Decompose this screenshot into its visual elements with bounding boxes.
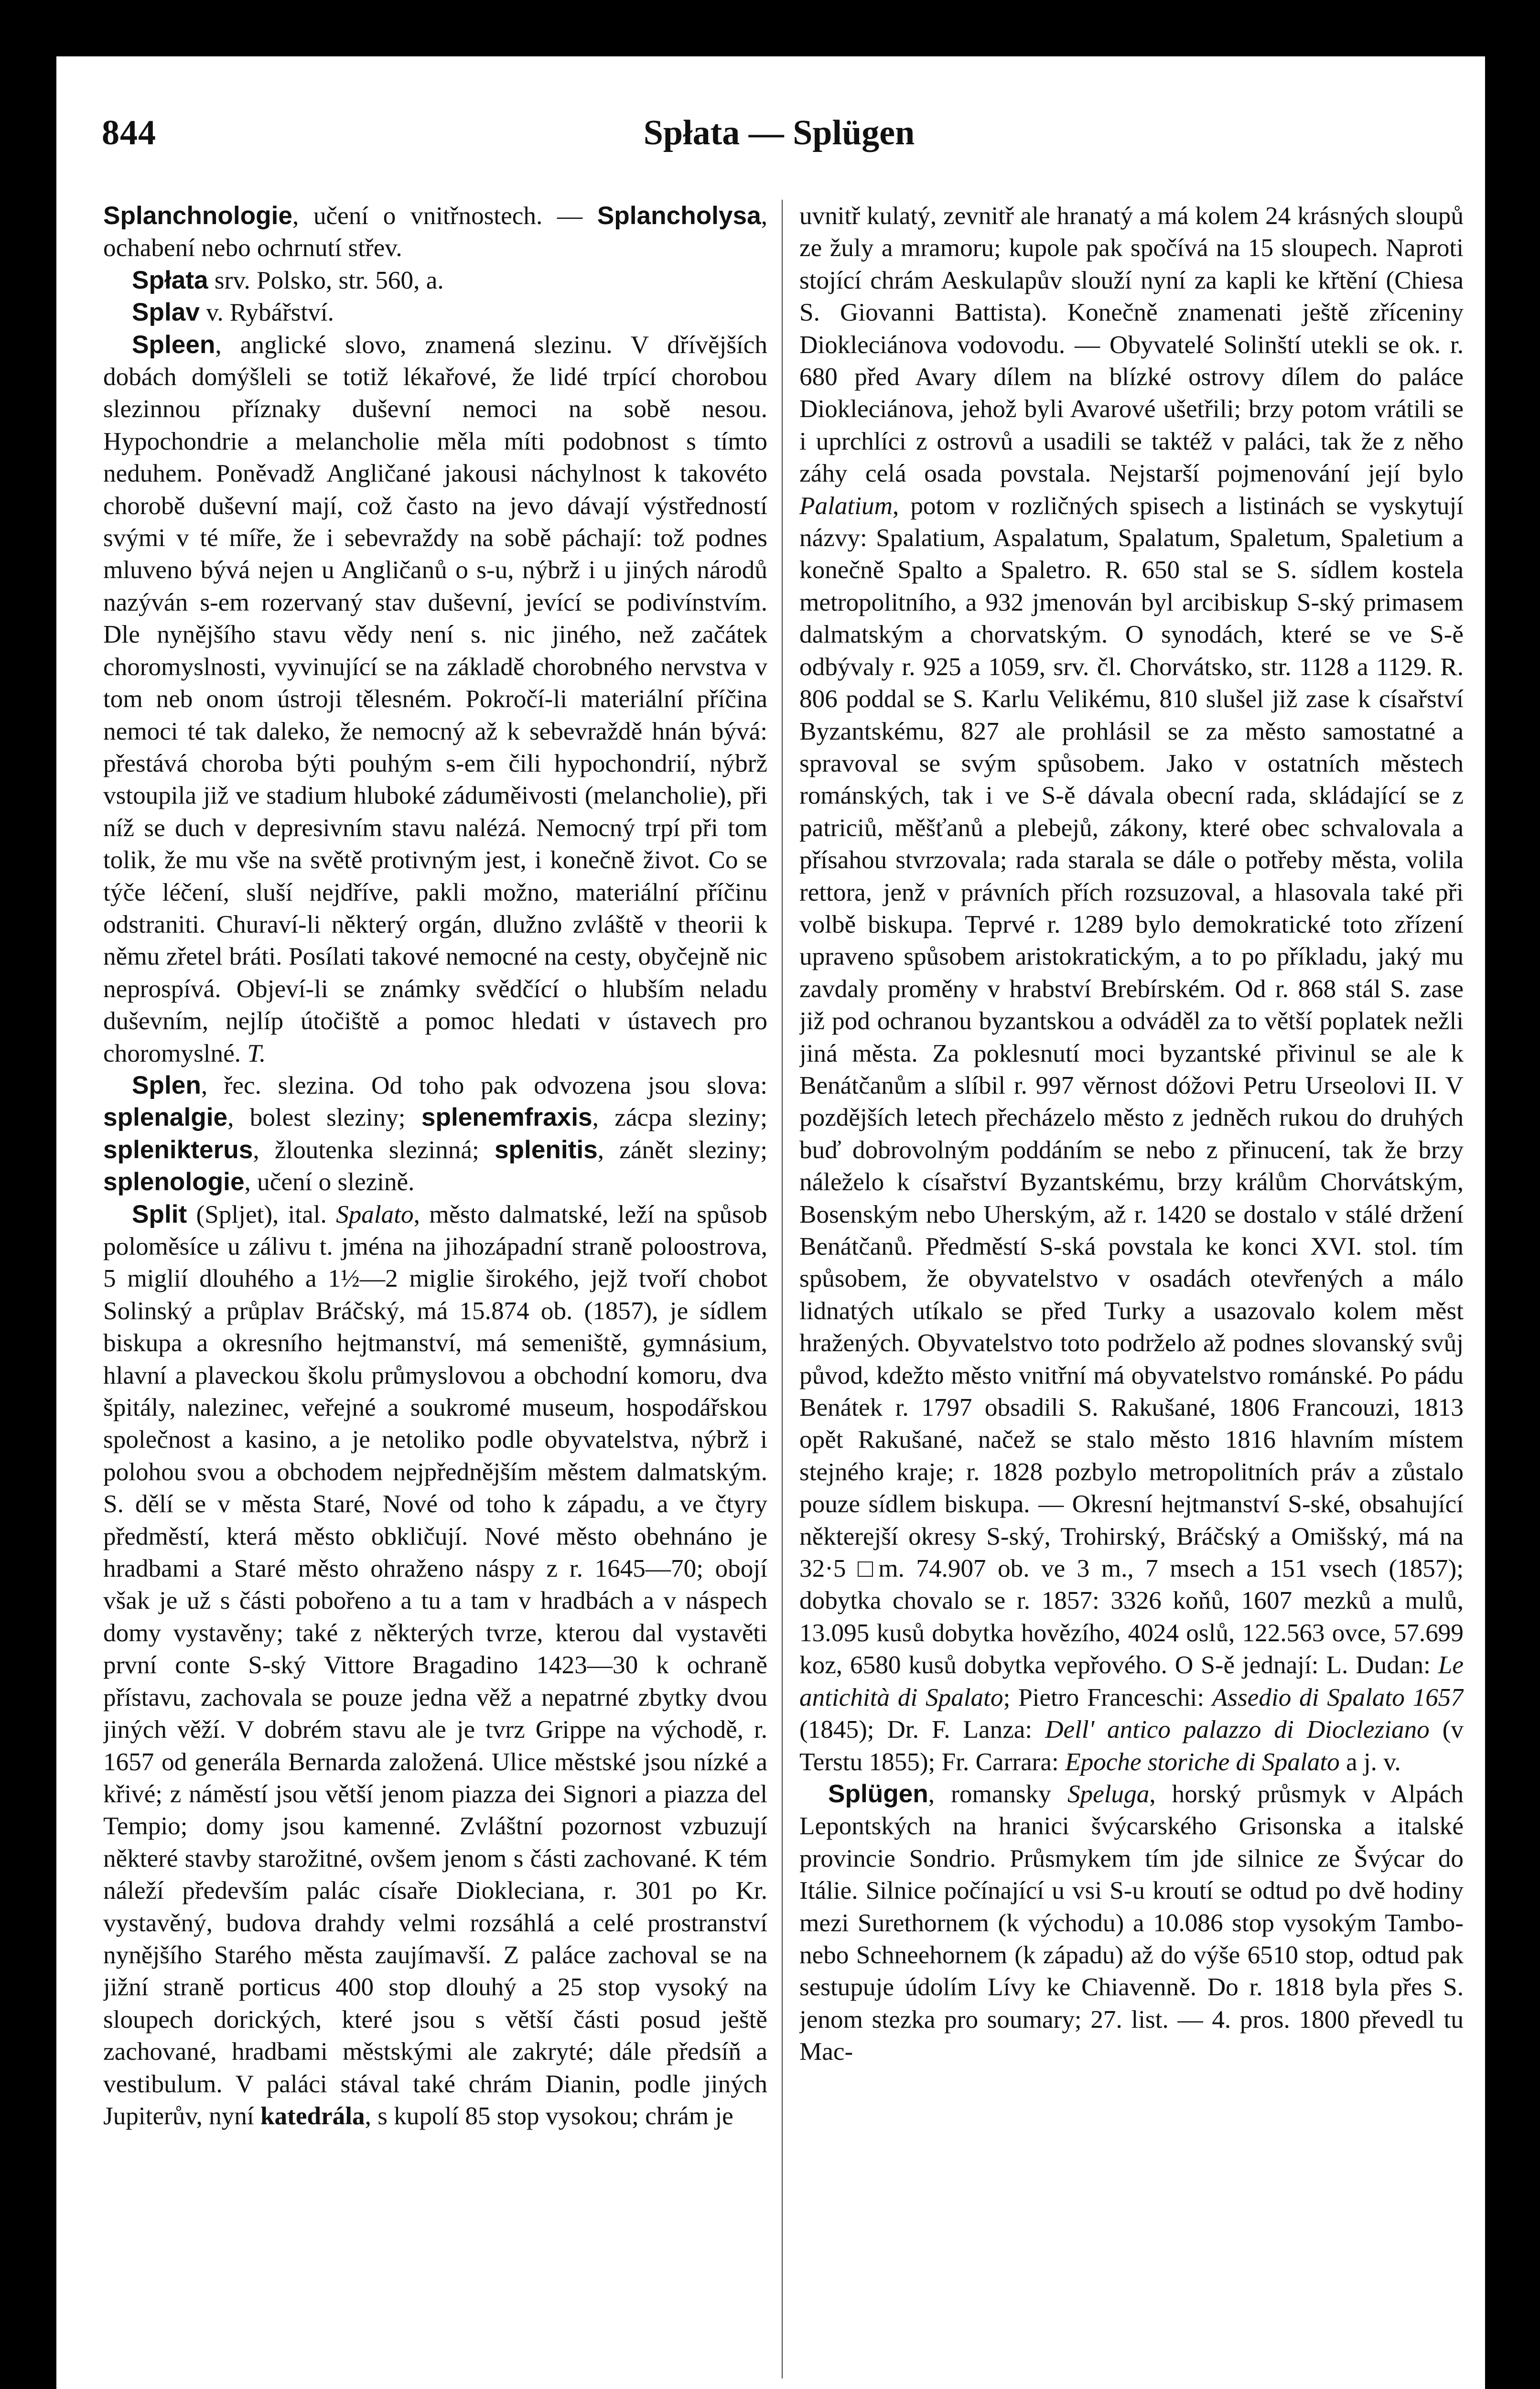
entry-headword: Splen: [132, 1071, 201, 1099]
italic-term: Palatium: [799, 491, 893, 520]
entry-text: (1845); Dr. F. Lanza:: [799, 1715, 1045, 1744]
entry-text: ; Pietro Franceschi:: [1003, 1683, 1212, 1711]
entry-splata: [103, 264, 767, 296]
entry-text: , horský průsmyk v Alpách Lepontských na hranici švýcarského Grisonska a italské provincie Sondrio. Průsmykem tím jde silnice ze Švýcar do Itálie. Silnice počínající u vsi S-u kroutí se odtud po dvě hodiny mezi Surethornem (k východu) a 10.086 stop vysokým Tambo- nebo Schneehornem (k západu) až do výše 6510 stop, odtud pak sestupuje údolím Lívy ke Chiavenně. Do r. 1818 byla přes S. jenom stezka pro soumary; 27. list. — 4. pros. 1800 převedl tu Mac-: [799, 1779, 1464, 2066]
entry-headword: Spłata: [132, 266, 208, 294]
italic-title: Le antichità di Spalato: [799, 1651, 1464, 1711]
derived-term: splenologie: [103, 1168, 245, 1196]
entry-text: v. Rybářství.: [199, 298, 334, 327]
entry-text: uvnitř kulatý, zevnitř ale hranatý a má kolem 24 krásných sloupů ze žuly a mramoru; kupole pak spočívá na 15 sloupech. Naproti stojící chrám Aeskulapův slouží nyní za kapli ke křtění (Chiesa S. Giovanni Battista). Konečně znamenati ještě zříceniny Diokleciánova vodovodu. — Obyvatelé Solinští utekli se ok. r. 680 před Avary dílem na blízké ostrovy dílem do paláce Diokleciánova, jehož byli Avarové ušetřili; brzy potom vrátili se i uprchlíci z ostrovů a usadili se taktéž v paláci, tak že z něho záhy celá osada povstala. Nejstarší pojmenování její bylo: [799, 202, 1464, 488]
italic-title: Epoche storiche di Spalato: [1065, 1747, 1340, 1776]
entry-text: , učení o vnitřnostech. —: [292, 202, 583, 230]
entry-text: srv. Polsko, str. 560, a.: [208, 266, 444, 294]
entry-headword: Spleen: [132, 330, 215, 359]
entry-headword: Splav: [132, 298, 200, 327]
page-number: 844: [102, 113, 156, 152]
entry-text: , ochabení nebo ochrnutí střev.: [103, 202, 767, 262]
left-column: [103, 200, 767, 2388]
entry-splugen: [799, 1778, 1464, 2068]
entry-split: [103, 1198, 767, 2132]
entry-text: , zánět sleziny;: [597, 1135, 767, 1164]
running-head: Spłata — Splügen: [643, 113, 915, 152]
entry-text: (Spljet), ital.: [187, 1200, 336, 1228]
entry-splanchnologie: [103, 200, 767, 264]
page-header: [102, 113, 1456, 156]
entry-headword: Split: [132, 1200, 187, 1228]
entry-text: , žloutenka slezinná;: [253, 1135, 495, 1164]
entry-text: , zácpa sleziny;: [592, 1103, 767, 1132]
entry-splen: [103, 1069, 767, 1198]
entry-split-continued: [799, 200, 1464, 1778]
entry-text: , potom v rozličných spisech a listinách se vyskytují názvy: Spalatium, Aspalatum, Spalatum, Spaletum, Spaletium a konečně Spalto a Spaletro. R. 650 stal se S. sídlem kostela metropolitního, a 932 jmenován byl arcibiskup S-ský primasem dalmatským a chorvatským. O synodách, které se ve S-ě odbývaly r. 925 a 1059, srv. čl. Chorvátsko, str. 1128 a 1129. R. 806 poddal se S. Karlu Velikému, 810 slušel již zase k císařství Byzantskému, 827 ale prohlásil se za město samostatné a spravoval se svým spůsobem. Jako v ostatních městech románských, tak i ve S-ě dávala obecní rada, skládající se z patriciů, měšťanů a plebejů, zákony, které obec schvalovala a přísahou stvrzovala; rada starala se dále o potřeby města, volila rettora, jenž v právních přích rozsuzoval, a hlasovala také při volbě biskupa. Teprvé r. 1289 bylo demokratické toto zřízení upraveno spůsobem aristokratickým, a to po příkladu, jaký mu zavdaly proměny v hrabství Brebírském. Od r. 868 stál S. zase již pod ochranou byzantskou a odváděl za to větší poplatek nežli jiná města. Za poklesnutí moci byzantské přivinul se ale k Benátčanům a slíbil r. 997 věrnost dóžovi Petru Urseolovi II. V pozdějších letech přecházelo město z jedněch rukou do druhých buď dobrovolným poddáním se nebo z přinucení, tak že brzy náleželo k císařství Byzantskému, brzy králům Chorvátským, Bosenským nebo Uherským, až r. 1420 se dostalo v stálé držení Benátčanů. Předměstí S-ská povstala ke konci XVI. stol. tím spůsobem, že obyvatelstvo v osadách otevřených a málo lidnatých utíkalo se před Turky a usazovalo kolem měst hražených. Obyvatelstvo toto podrželo až podnes slovanský svůj původ, kdežto město vnitřní má obyvatelstvo románské. Po pádu Benátek r. 1797 obsadili S. Rakušané, 1806 Francouzi, 1813 opět Rakušané, načež se stalo město 1816 hlavním místem stejného kraje; r. 1828 pozbylo metropolitních práv a zůstalo pouze sídlem biskupa. — Okresní hejtmanství S-ské, obsahující některejší okresy S-ský, Trohirský, Bráčský a Omišský, má na 32·5 □m. 74.907 ob. ve 3 m., 7 msech a 151 vsech (1857); dobytka chovalo se r. 1857: 3326 koňů, 1607 mezků a mulů, 13.095 kusů dobytka hovězího, 4024 oslů, 122.563 ovce, 57.699 koz, 6580 kusů dobytka vepřového. O S-ě jednají: L. Dudan:: [799, 491, 1464, 1679]
entry-text: , romansky: [928, 1779, 1067, 1808]
author-signature: T.: [247, 1039, 266, 1067]
entry-text: (v Terstu 1855); Fr. Carrara:: [799, 1715, 1464, 1776]
entry-headword: Splancholysa: [597, 202, 761, 230]
entry-text: , anglické slovo, znamená slezinu. V dřívějších dobách domýšleli se totiž lékařové, že lidé trpící chorobou slezinnou příznaky duševní nemoci na sobě nesou. Hypochondrie a melancholie měla míti podobnost s tímto neduhem. Poněvadž Angličané jakousi náchylnost k takovéto chorobě duševní mají, což často na jevo dávají výstředností svými v té míře, že i sebevraždy na sobě páchají: tož podnes mluveno bývá nejen u Angličanů o s-u, nýbrž i u jiných národů nazýván s-em rozervaný stav duševní, jevící se podivínstvím. Dle nynějšího stavu vědy není s. nic jiného, než začátek choromyslnosti, vyvinující se na základě chorobného nervstva v tom neb onom ústroji tělesném. Pokročí-li materiální příčina nemoci té tak daleko, že nemocný až k sebevraždě hnán bývá: přestává choroba býti pouhým s-em čili hypochondrií, nýbrž vstoupila již ve stadium hluboké záduměivosti (melancholie), při níž se duch v depresivním stavu nalézá. Nemocný trpí při tom tolik, že mu vše na světě protivným jest, i konečně život. Co se týče léčení, sluší nejdříve, pakli možno, materiální příčinu odstraniti. Churaví-li některý orgán, dlužno zvláště v theorii k němu zřetel bráti. Posílati takové nemocné na cesty, obyčejně nic neprospívá. Objeví-li se známky svědčící o hlubším neladu duševním, nejlíp útočiště a pomoc hledati v ústavech pro choromyslné.: [103, 330, 767, 1067]
italic-title: Dell' antico palazzo di Diocleziano: [1045, 1715, 1430, 1744]
entry-splav: [103, 296, 767, 328]
bold-term: katedrála: [260, 2101, 365, 2130]
italic-title: Assedio di Spalato 1657: [1212, 1683, 1464, 1711]
derived-term: splenemfraxis: [421, 1103, 592, 1132]
page: [56, 56, 1485, 2389]
entry-headword: Splügen: [828, 1779, 928, 1808]
entry-text: , město dalmatské, leží na spůsob poloměsíce u zálivu t. jména na jihozápadní straně poloostrova, 5 miglií dlouhého a 1½—2 miglie širokého, jejž tvoří chobot Solinský a průplav Bráčský, má 15.874 ob. (1857), je sídlem biskupa a okresního hejtmanství, má semeniště, gymnásium, hlavní a plaveckou školu průmyslovou a obchodní komoru, dva špitály, nalezinec, veřejné a soukromé museum, hospodářskou společnost a kasino, a je netoliko podle obyvatelstva, nýbrž i polohou svou a obchodem nejpřednějším městem dalmatským. S. dělí se v města Staré, Nové od toho k západu, a ve čtyry předměstí, která město obkličují. Nové město obehnáno je hradbami a Staré město ohraženo náspy z r. 1645—70; obojí však je už s části pobořeno a tu a tam v hradbách a v náspech domy vystavěny; také z některých tvrze, kterou dal vystavěti první conte S-ský Vittore Bragadino 1423—30 k ochraně přístavu, zachovala se pouze jedna věž a nepatrné zbytky dvou jiných věží. V dobrém stavu ale je tvrz Grippe na východě, r. 1657 od generála Bernarda založená. Ulice městské jsou nízké a křivé; z náměstí jsou větší jenom piazza dei Signori a piazza del Tempio; domy jsou kamenné. Zvláštní pozornost vzbuzují některé stavby starožitné, ovšem jenom s části zachované. K tém náleží především palác císaře Diokleciana, r. 301 po Kr. vystavěný, budova drahdy velmi rozsáhlá a celé prostranství nynějšího Starého města zaujímavší. Z paláce zachoval se na jižní straně porticus 400 stop dlouhý a 25 stop vysoký na sloupech dorických, které jsou s větší části posud ještě zachované, hradbami městskými ale zakryté; dále předsíň a vestibulum. V paláci stával také chrám Dianin, podle jiných Jupiterův, nyní: [103, 1200, 767, 2130]
entry-text: , s kupolí 85 stop vysokou; chrám je: [365, 2101, 733, 2130]
derived-term: splenikterus: [103, 1135, 253, 1164]
entry-text: , řec. slezina. Od toho pak odvozena jsou slova:: [201, 1071, 767, 1099]
column-divider: [782, 200, 783, 2378]
entry-text: , bolest sleziny;: [227, 1103, 421, 1132]
italic-term: Spalato: [336, 1200, 414, 1228]
right-column: [799, 200, 1464, 2388]
derived-term: splenitis: [494, 1135, 598, 1164]
entry-headword: Splanchnologie: [103, 202, 292, 230]
italic-term: Speluga: [1067, 1779, 1150, 1808]
entry-text: a j. v.: [1339, 1747, 1401, 1776]
derived-term: splenalgie: [103, 1103, 228, 1132]
entry-spleen: [103, 329, 767, 1069]
entry-text: , učení o slezině.: [244, 1168, 415, 1196]
